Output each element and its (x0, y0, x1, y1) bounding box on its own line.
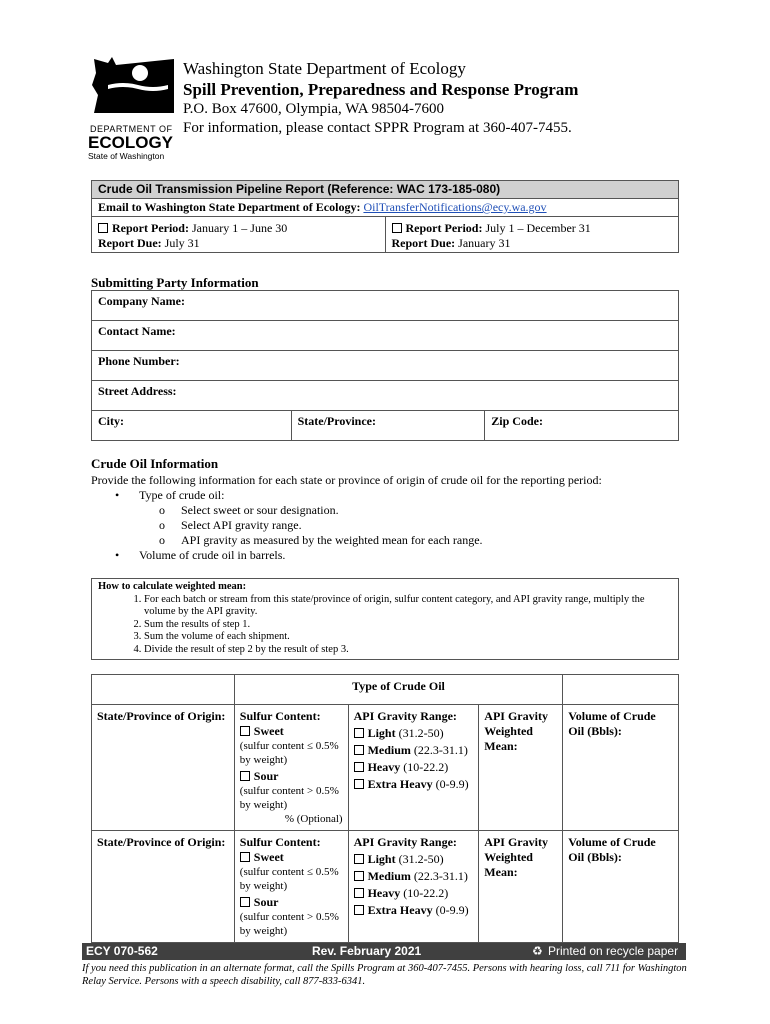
due2-label: Report Due: (391, 236, 456, 250)
ecology-logo (88, 55, 178, 161)
sulfur-label: Sulfur Content: (239, 835, 321, 849)
light-label: Light (367, 726, 396, 740)
extra-heavy-label: Extra Heavy (367, 777, 433, 791)
form-number: ECY 070-562 (86, 944, 158, 958)
medium-range: (22.3-31.1) (413, 869, 468, 883)
company-name-field[interactable]: Company Name: (92, 291, 679, 321)
light-checkbox[interactable] (354, 854, 364, 864)
period1-value: January 1 – June 30 (191, 221, 288, 235)
contact-name-field[interactable]: Contact Name: (92, 321, 679, 351)
dept-name: Washington State Department of Ecology (183, 59, 466, 78)
light-label: Light (367, 852, 396, 866)
crude-oil-info-title: Crude Oil Information (91, 456, 219, 471)
crude-info-intro: Provide the following information for each state or province of origin of crude oil for the reporting period: (91, 473, 602, 487)
email-row (92, 199, 679, 217)
sweet-note: (sulfur content ≤ 0.5% by weight) (239, 740, 339, 766)
sour-checkbox[interactable] (240, 897, 250, 907)
weighted-mean-field[interactable]: API Gravity Weighted Mean: (479, 831, 563, 943)
sour-checkbox[interactable] (240, 771, 250, 781)
origin-field[interactable]: State/Province of Origin: (92, 831, 235, 943)
sour-percent-field[interactable]: % (Optional) (284, 813, 343, 825)
sweet-note: (sulfur content ≤ 0.5% by weight) (239, 866, 339, 892)
report-title: Crude Oil Transmission Pipeline Report (Reference: WAC 173-185-080) (92, 181, 679, 199)
medium-label: Medium (367, 743, 411, 757)
program-name: Spill Prevention, Preparedness and Response Program (183, 80, 579, 99)
calc-title: How to calculate weighted mean: (98, 581, 247, 592)
due1-label: Report Due: (98, 236, 162, 250)
sulfur-label: Sulfur Content: (239, 709, 321, 723)
api-range-label: API Gravity Range: (353, 835, 457, 849)
heavy-range: (10-22.2) (403, 760, 449, 774)
sour-note: (sulfur content > 0.5% by weight) (239, 911, 339, 937)
list-item: o Select API gravity range. (91, 518, 711, 533)
crude-oil-info-body (91, 473, 711, 563)
phone-number-field[interactable]: Phone Number: (92, 351, 679, 381)
period2-cell (385, 217, 679, 253)
due1-value: July 31 (164, 236, 200, 250)
light-checkbox[interactable] (354, 728, 364, 738)
extra-heavy-checkbox[interactable] (354, 905, 364, 915)
medium-checkbox[interactable] (354, 871, 364, 881)
type-of-crude-header: Type of Crude Oil (234, 675, 562, 705)
medium-range: (22.3-31.1) (413, 743, 468, 757)
city-field[interactable]: City: (92, 411, 292, 441)
sour-label: Sour (253, 769, 279, 783)
sour-note: (sulfur content > 0.5% by weight) (239, 785, 339, 811)
light-range: (31.2-50) (398, 726, 444, 740)
crude-oil-table (91, 674, 679, 943)
period2-label: Report Period: (405, 221, 483, 235)
sweet-label: Sweet (253, 850, 284, 864)
calc-step: 4. Divide the result of step 2 by the result of step 3. (144, 644, 672, 657)
volume-field[interactable]: Volume of Crude Oil (Bbls): (563, 831, 679, 943)
extra-heavy-range: (0-9.9) (435, 903, 469, 917)
sulfur-cell (234, 831, 348, 943)
logo-label-ecology: ECOLOGY (88, 133, 174, 152)
period1-label: Report Period: (112, 221, 189, 235)
period2-checkbox[interactable] (392, 223, 402, 233)
state-province-field[interactable]: State/Province: (291, 411, 485, 441)
extra-heavy-label: Extra Heavy (367, 903, 433, 917)
period1-cell (92, 217, 386, 253)
report-table (91, 180, 679, 253)
email-label: Email to Washington State Department of Ecology: (98, 200, 361, 214)
api-range-cell (348, 705, 479, 831)
heavy-label: Heavy (367, 886, 401, 900)
empty-header-cell (563, 675, 679, 705)
list-item: • Volume of crude oil in barrels. (91, 548, 711, 563)
heavy-checkbox[interactable] (354, 762, 364, 772)
api-range-cell (348, 831, 479, 943)
extra-heavy-checkbox[interactable] (354, 779, 364, 789)
header-block (183, 58, 743, 138)
recycle-icon: ♻ (532, 944, 543, 958)
zip-code-field[interactable]: Zip Code: (485, 411, 679, 441)
email-link[interactable]: OilTransferNotifications@ecy.wa.gov (363, 200, 547, 214)
street-address-field[interactable]: Street Address: (92, 381, 679, 411)
address: P.O. Box 47600, Olympia, WA 98504-7600 (183, 101, 444, 117)
light-range: (31.2-50) (398, 852, 444, 866)
sour-label: Sour (253, 895, 279, 909)
calc-step: 3. Sum the volume of each shipment. (144, 631, 672, 644)
sweet-checkbox[interactable] (240, 726, 250, 736)
calc-step: 1. For each batch or stream from this state/province of origin, sulfur content category, and API gravity range, multiply the volume by the API gravity. (144, 594, 672, 619)
calc-step: 2. Sum the results of step 1. (144, 619, 672, 632)
sweet-checkbox[interactable] (240, 852, 250, 862)
sulfur-cell (234, 705, 348, 831)
submitting-party-table (91, 290, 679, 441)
volume-field[interactable]: Volume of Crude Oil (Bbls): (563, 705, 679, 831)
logo-label-dept: DEPARTMENT OF (90, 124, 173, 134)
submitting-party-title: Submitting Party Information (91, 275, 259, 290)
weighted-mean-field[interactable]: API Gravity Weighted Mean: (479, 705, 563, 831)
empty-header-cell (92, 675, 235, 705)
heavy-label: Heavy (367, 760, 401, 774)
footer-bar (82, 943, 686, 960)
logo-label-state: State of Washington (88, 151, 165, 161)
list-item: • Type of crude oil: (91, 488, 711, 503)
heavy-range: (10-22.2) (403, 886, 449, 900)
medium-checkbox[interactable] (354, 745, 364, 755)
due2-value: January 31 (458, 236, 511, 250)
revision-date: Rev. February 2021 (312, 944, 422, 958)
extra-heavy-range: (0-9.9) (435, 777, 469, 791)
origin-field[interactable]: State/Province of Origin: (92, 705, 235, 831)
weighted-mean-instructions (91, 578, 679, 660)
list-item: o API gravity as measured by the weighted mean for each range. (91, 533, 711, 548)
period2-value: July 1 – December 31 (485, 221, 591, 235)
washington-state-map-icon (88, 55, 178, 117)
sweet-label: Sweet (253, 724, 284, 738)
period1-checkbox[interactable] (98, 223, 108, 233)
heavy-checkbox[interactable] (354, 888, 364, 898)
list-item: o Select sweet or sour designation. (91, 503, 711, 518)
contact-info: For information, please contact SPPR Program at 360-407-7455. (183, 120, 572, 136)
api-range-label: API Gravity Range: (353, 709, 457, 723)
accessibility-note: If you need this publication in an alternate format, call the Spills Program at 360-407-7455. Persons with hearing loss, call 711 for Washington Relay Service. Persons with a speech disability, call 877-833-6341. (82, 963, 687, 987)
medium-label: Medium (367, 869, 411, 883)
recycle-text: Printed on recycle paper (548, 944, 679, 958)
